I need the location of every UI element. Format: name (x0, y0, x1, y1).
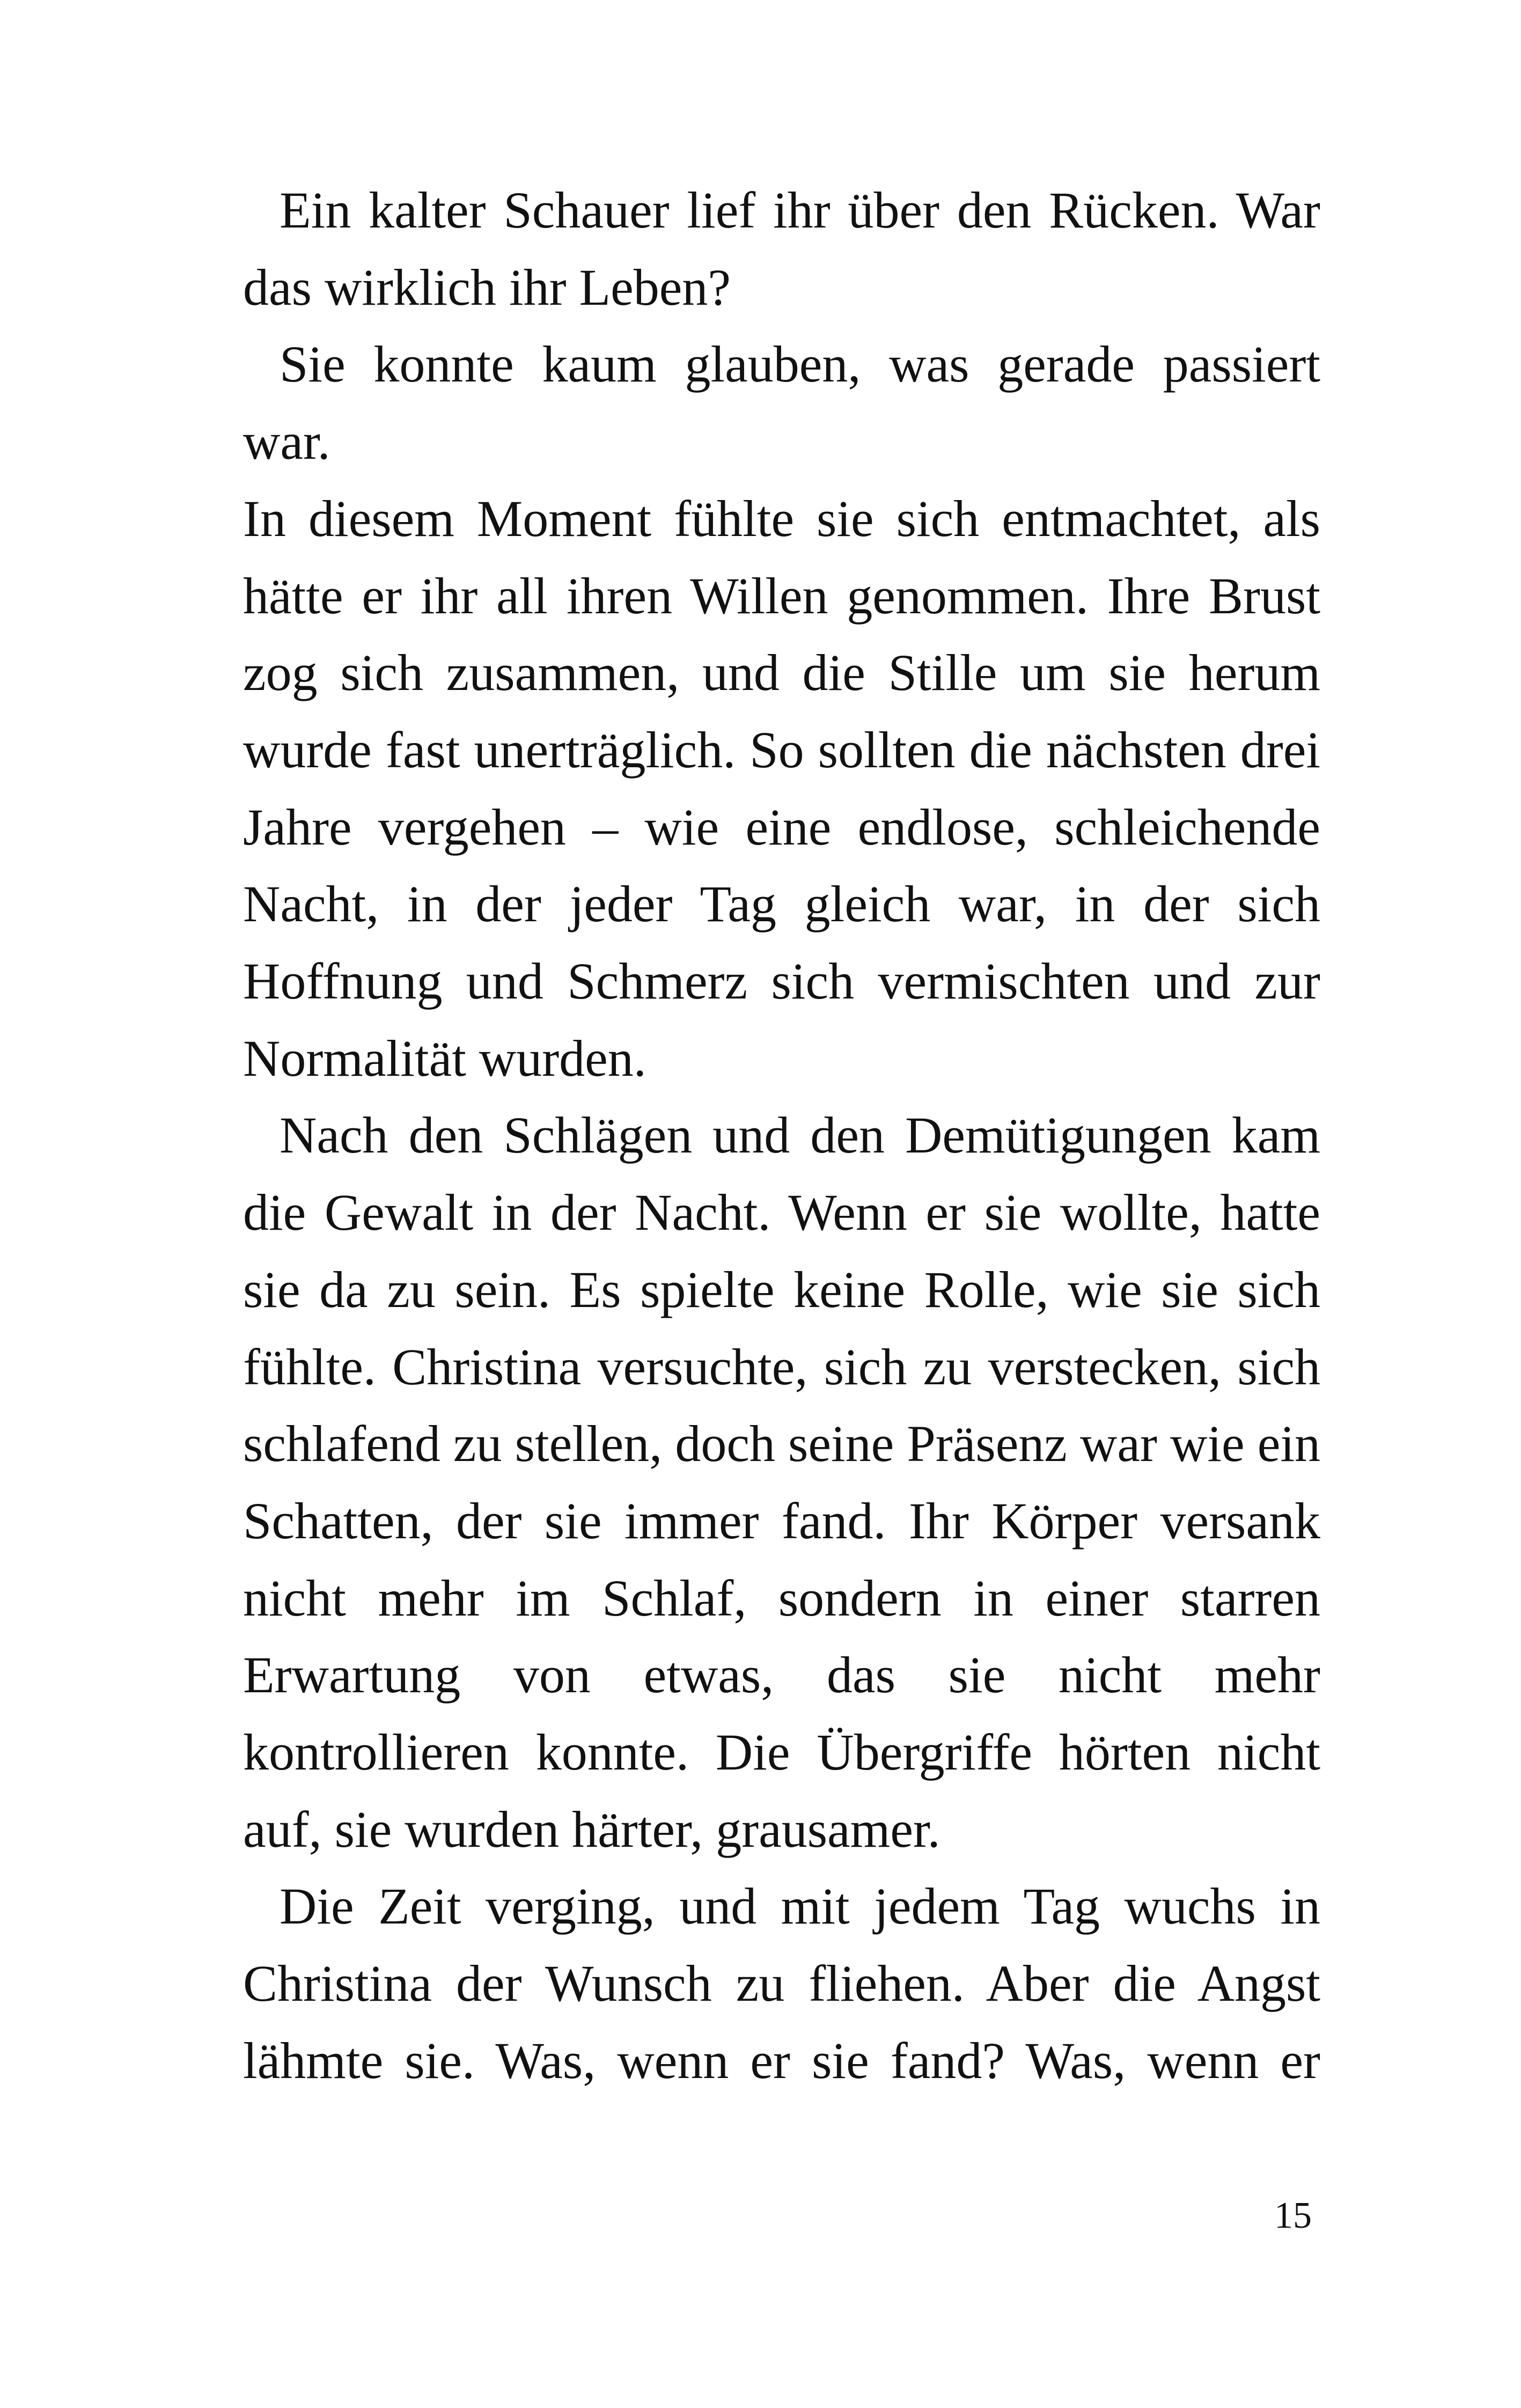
paragraph-4: Nach den Schlägen und den Demütigungen kam die Gewalt in der Nacht. Wenn er sie wollte, hatte sie da zu sein. Es spielte keine Rolle, wie sie sich fühlte. Christina versuchte, sich zu verstecken, sich schlafend zu stellen, doch seine Präsenz war wie ein Schatten, der sie immer fand. Ihr Körper versank nicht mehr im Schlaf, sondern in einer starren Erwartung von etwas, das sie nicht mehr kontrollieren konnte. Die Übergriffe hörten nicht auf, sie wurden härter, grausamer. (243, 1106, 1320, 1858)
paragraph-3: In diesem Moment fühlte sie sich entmachtet, als hätte er ihr all ihren Willen genommen. Ihre Brust zog sich zusammen, und die Stille um sie herum wurde fast unerträglich. So sollten die nächsten drei Jahre vergehen – wie eine endlose, schleichende Nacht, in der jeder Tag gleich war, in der sich Hoffnung und Schmerz sich vermischten und zur Normalität wurden. (243, 489, 1320, 1087)
body-text (243, 172, 1320, 2099)
paragraph-2: Sie konnte kaum glauben, was gerade passiert war. (243, 335, 1320, 471)
paragraph-1: Ein kalter Schauer lief ihr über den Rücken. War das wirklich ihr Leben? (243, 181, 1320, 316)
page-number: 15 (1274, 2195, 1312, 2236)
paragraph-5: Die Zeit verging, und mit jedem Tag wuchs in Christina der Wunsch zu fliehen. Aber die Angst lähmte sie. Was, wenn er sie fand? Was, wenn er (243, 1877, 1320, 2089)
